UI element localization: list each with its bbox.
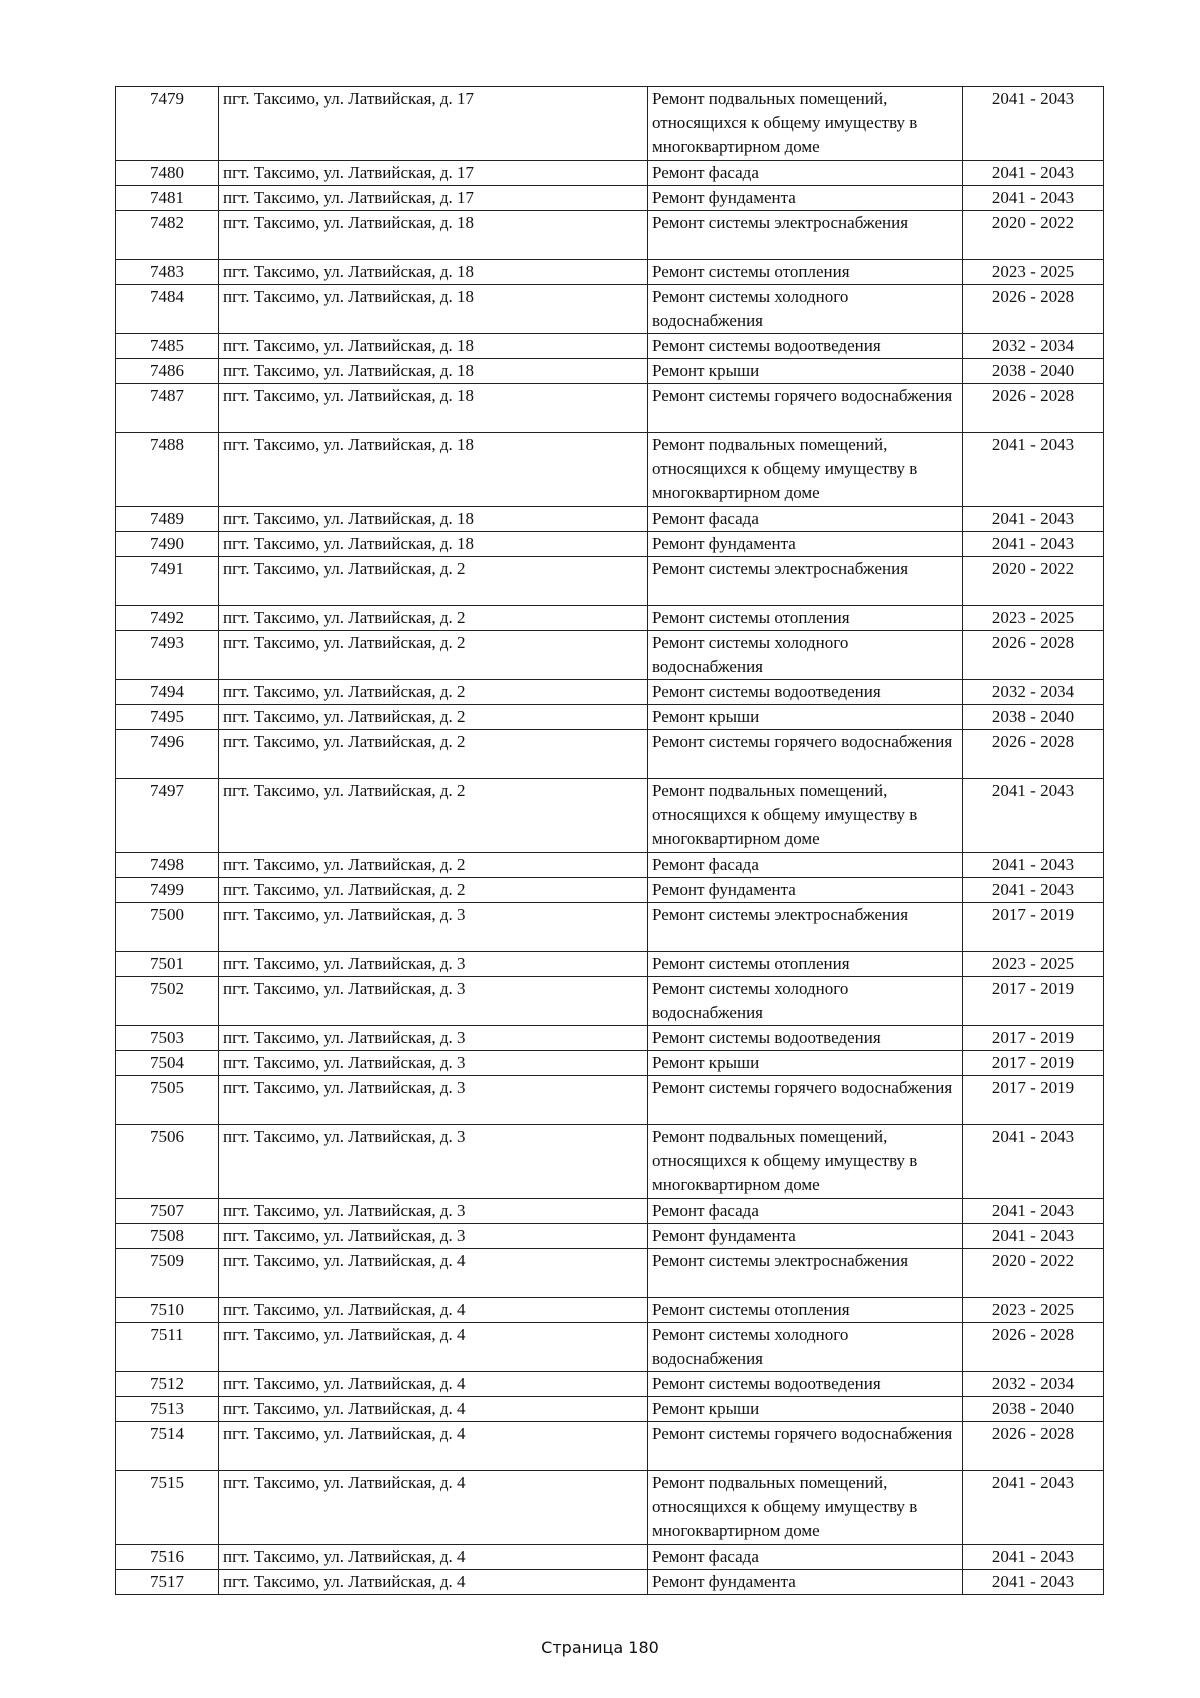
table-row: [116, 1570, 1104, 1595]
work-type-cell: Ремонт подвальных помещений, относящихся к общему имуществу в многоквартирном доме: [648, 1125, 963, 1199]
address-cell: пгт. Таксимо, ул. Латвийская, д. 4: [219, 1545, 648, 1570]
period-cell: 2041 - 2043: [963, 1199, 1104, 1224]
row-number-cell: 7480: [116, 161, 219, 186]
work-type-cell: Ремонт фундамента: [648, 532, 963, 557]
work-type-cell: Ремонт системы водоотведения: [648, 334, 963, 359]
period-cell: 2041 - 2043: [963, 161, 1104, 186]
period-cell: 2023 - 2025: [963, 1298, 1104, 1323]
table-row: [116, 433, 1104, 507]
row-number-cell: 7493: [116, 631, 219, 680]
work-type-cell: Ремонт фундамента: [648, 1224, 963, 1249]
work-type-cell: Ремонт системы горячего водоснабжения: [648, 384, 963, 433]
work-type-cell: Ремонт крыши: [648, 1051, 963, 1076]
address-cell: пгт. Таксимо, ул. Латвийская, д. 18: [219, 359, 648, 384]
table-row: [116, 606, 1104, 631]
table-row: [116, 705, 1104, 730]
row-number-cell: 7485: [116, 334, 219, 359]
period-cell: 2041 - 2043: [963, 1570, 1104, 1595]
row-number-cell: 7513: [116, 1397, 219, 1422]
work-type-cell: Ремонт системы отопления: [648, 952, 963, 977]
table-row: [116, 1545, 1104, 1570]
table-row: [116, 1249, 1104, 1298]
table-row: [116, 211, 1104, 260]
row-number-cell: 7483: [116, 260, 219, 285]
address-cell: пгт. Таксимо, ул. Латвийская, д. 4: [219, 1397, 648, 1422]
period-cell: 2041 - 2043: [963, 532, 1104, 557]
work-type-cell: Ремонт крыши: [648, 359, 963, 384]
address-cell: пгт. Таксимо, ул. Латвийская, д. 4: [219, 1372, 648, 1397]
work-type-cell: Ремонт фундамента: [648, 186, 963, 211]
period-cell: 2017 - 2019: [963, 1076, 1104, 1125]
row-number-cell: 7488: [116, 433, 219, 507]
period-cell: 2017 - 2019: [963, 1026, 1104, 1051]
address-cell: пгт. Таксимо, ул. Латвийская, д. 18: [219, 532, 648, 557]
table-row: [116, 1051, 1104, 1076]
address-cell: пгт. Таксимо, ул. Латвийская, д. 18: [219, 211, 648, 260]
table-row: [116, 680, 1104, 705]
address-cell: пгт. Таксимо, ул. Латвийская, д. 3: [219, 952, 648, 977]
table-row: [116, 507, 1104, 532]
work-type-cell: Ремонт фундамента: [648, 878, 963, 903]
row-number-cell: 7489: [116, 507, 219, 532]
address-cell: пгт. Таксимо, ул. Латвийская, д. 4: [219, 1471, 648, 1545]
row-number-cell: 7498: [116, 853, 219, 878]
repair-schedule-body: [116, 87, 1104, 1595]
table-row: [116, 260, 1104, 285]
address-cell: пгт. Таксимо, ул. Латвийская, д. 3: [219, 1224, 648, 1249]
period-cell: 2026 - 2028: [963, 631, 1104, 680]
address-cell: пгт. Таксимо, ул. Латвийская, д. 18: [219, 384, 648, 433]
address-cell: пгт. Таксимо, ул. Латвийская, д. 2: [219, 730, 648, 779]
address-cell: пгт. Таксимо, ул. Латвийская, д. 4: [219, 1323, 648, 1372]
work-type-cell: Ремонт подвальных помещений, относящихся к общему имуществу в многоквартирном доме: [648, 433, 963, 507]
period-cell: 2041 - 2043: [963, 87, 1104, 161]
work-type-cell: Ремонт фасада: [648, 853, 963, 878]
row-number-cell: 7507: [116, 1199, 219, 1224]
work-type-cell: Ремонт фундамента: [648, 1570, 963, 1595]
row-number-cell: 7510: [116, 1298, 219, 1323]
row-number-cell: 7482: [116, 211, 219, 260]
work-type-cell: Ремонт фасада: [648, 161, 963, 186]
work-type-cell: Ремонт системы холодного водоснабжения: [648, 977, 963, 1026]
address-cell: пгт. Таксимо, ул. Латвийская, д. 18: [219, 260, 648, 285]
address-cell: пгт. Таксимо, ул. Латвийская, д. 3: [219, 903, 648, 952]
address-cell: пгт. Таксимо, ул. Латвийская, д. 17: [219, 161, 648, 186]
period-cell: 2023 - 2025: [963, 952, 1104, 977]
period-cell: 2017 - 2019: [963, 903, 1104, 952]
period-cell: 2032 - 2034: [963, 1372, 1104, 1397]
address-cell: пгт. Таксимо, ул. Латвийская, д. 2: [219, 557, 648, 606]
row-number-cell: 7509: [116, 1249, 219, 1298]
row-number-cell: 7499: [116, 878, 219, 903]
address-cell: пгт. Таксимо, ул. Латвийская, д. 2: [219, 705, 648, 730]
row-number-cell: 7492: [116, 606, 219, 631]
table-row: [116, 1199, 1104, 1224]
row-number-cell: 7517: [116, 1570, 219, 1595]
row-number-cell: 7503: [116, 1026, 219, 1051]
table-row: [116, 1422, 1104, 1471]
work-type-cell: Ремонт системы отопления: [648, 606, 963, 631]
period-cell: 2026 - 2028: [963, 730, 1104, 779]
row-number-cell: 7502: [116, 977, 219, 1026]
table-row: [116, 730, 1104, 779]
row-number-cell: 7497: [116, 779, 219, 853]
period-cell: 2041 - 2043: [963, 1545, 1104, 1570]
period-cell: 2026 - 2028: [963, 285, 1104, 334]
table-row: [116, 903, 1104, 952]
table-row: [116, 779, 1104, 853]
work-type-cell: Ремонт системы электроснабжения: [648, 211, 963, 260]
address-cell: пгт. Таксимо, ул. Латвийская, д. 2: [219, 631, 648, 680]
row-number-cell: 7514: [116, 1422, 219, 1471]
work-type-cell: Ремонт крыши: [648, 1397, 963, 1422]
period-cell: 2041 - 2043: [963, 1224, 1104, 1249]
table-row: [116, 631, 1104, 680]
row-number-cell: 7516: [116, 1545, 219, 1570]
table-row: [116, 186, 1104, 211]
address-cell: пгт. Таксимо, ул. Латвийская, д. 2: [219, 606, 648, 631]
row-number-cell: 7501: [116, 952, 219, 977]
address-cell: пгт. Таксимо, ул. Латвийская, д. 18: [219, 433, 648, 507]
table-row: [116, 952, 1104, 977]
address-cell: пгт. Таксимо, ул. Латвийская, д. 3: [219, 977, 648, 1026]
address-cell: пгт. Таксимо, ул. Латвийская, д. 2: [219, 680, 648, 705]
address-cell: пгт. Таксимо, ул. Латвийская, д. 4: [219, 1422, 648, 1471]
period-cell: 2038 - 2040: [963, 705, 1104, 730]
row-number-cell: 7487: [116, 384, 219, 433]
row-number-cell: 7500: [116, 903, 219, 952]
period-cell: 2041 - 2043: [963, 1471, 1104, 1545]
row-number-cell: 7496: [116, 730, 219, 779]
period-cell: 2032 - 2034: [963, 334, 1104, 359]
table-row: [116, 1323, 1104, 1372]
table-row: [116, 1298, 1104, 1323]
row-number-cell: 7486: [116, 359, 219, 384]
period-cell: 2041 - 2043: [963, 853, 1104, 878]
address-cell: пгт. Таксимо, ул. Латвийская, д. 3: [219, 1076, 648, 1125]
row-number-cell: 7512: [116, 1372, 219, 1397]
table-row: [116, 384, 1104, 433]
table-row: [116, 1026, 1104, 1051]
table-row: [116, 977, 1104, 1026]
period-cell: 2026 - 2028: [963, 1422, 1104, 1471]
period-cell: 2038 - 2040: [963, 359, 1104, 384]
work-type-cell: Ремонт системы водоотведения: [648, 1372, 963, 1397]
work-type-cell: Ремонт системы холодного водоснабжения: [648, 631, 963, 680]
address-cell: пгт. Таксимо, ул. Латвийская, д. 2: [219, 779, 648, 853]
work-type-cell: Ремонт фасада: [648, 1199, 963, 1224]
row-number-cell: 7505: [116, 1076, 219, 1125]
work-type-cell: Ремонт системы холодного водоснабжения: [648, 285, 963, 334]
work-type-cell: Ремонт системы холодного водоснабжения: [648, 1323, 963, 1372]
table-row: [116, 359, 1104, 384]
period-cell: 2041 - 2043: [963, 507, 1104, 532]
row-number-cell: 7495: [116, 705, 219, 730]
address-cell: пгт. Таксимо, ул. Латвийская, д. 17: [219, 186, 648, 211]
period-cell: 2041 - 2043: [963, 433, 1104, 507]
address-cell: пгт. Таксимо, ул. Латвийская, д. 3: [219, 1125, 648, 1199]
period-cell: 2020 - 2022: [963, 1249, 1104, 1298]
table-row: [116, 87, 1104, 161]
work-type-cell: Ремонт подвальных помещений, относящихся к общему имуществу в многоквартирном доме: [648, 779, 963, 853]
table-row: [116, 285, 1104, 334]
row-number-cell: 7511: [116, 1323, 219, 1372]
work-type-cell: Ремонт крыши: [648, 705, 963, 730]
row-number-cell: 7490: [116, 532, 219, 557]
row-number-cell: 7491: [116, 557, 219, 606]
row-number-cell: 7515: [116, 1471, 219, 1545]
table-row: [116, 532, 1104, 557]
address-cell: пгт. Таксимо, ул. Латвийская, д. 3: [219, 1199, 648, 1224]
period-cell: 2017 - 2019: [963, 977, 1104, 1026]
work-type-cell: Ремонт подвальных помещений, относящихся к общему имуществу в многоквартирном доме: [648, 87, 963, 161]
repair-schedule-table: [115, 86, 1104, 1595]
address-cell: пгт. Таксимо, ул. Латвийская, д. 4: [219, 1570, 648, 1595]
work-type-cell: Ремонт системы водоотведения: [648, 1026, 963, 1051]
table-row: [116, 1397, 1104, 1422]
address-cell: пгт. Таксимо, ул. Латвийская, д. 3: [219, 1051, 648, 1076]
work-type-cell: Ремонт системы горячего водоснабжения: [648, 1422, 963, 1471]
period-cell: 2017 - 2019: [963, 1051, 1104, 1076]
table-row: [116, 853, 1104, 878]
address-cell: пгт. Таксимо, ул. Латвийская, д. 4: [219, 1298, 648, 1323]
work-type-cell: Ремонт фасада: [648, 1545, 963, 1570]
address-cell: пгт. Таксимо, ул. Латвийская, д. 2: [219, 853, 648, 878]
table-row: [116, 1076, 1104, 1125]
table-row: [116, 1372, 1104, 1397]
address-cell: пгт. Таксимо, ул. Латвийская, д. 18: [219, 334, 648, 359]
row-number-cell: 7494: [116, 680, 219, 705]
row-number-cell: 7508: [116, 1224, 219, 1249]
period-cell: 2041 - 2043: [963, 878, 1104, 903]
row-number-cell: 7484: [116, 285, 219, 334]
page-number: Страница 180: [541, 1638, 659, 1657]
row-number-cell: 7479: [116, 87, 219, 161]
period-cell: 2041 - 2043: [963, 1125, 1104, 1199]
work-type-cell: Ремонт системы горячего водоснабжения: [648, 730, 963, 779]
table-row: [116, 878, 1104, 903]
work-type-cell: Ремонт системы водоотведения: [648, 680, 963, 705]
row-number-cell: 7506: [116, 1125, 219, 1199]
work-type-cell: Ремонт системы электроснабжения: [648, 903, 963, 952]
work-type-cell: Ремонт системы отопления: [648, 260, 963, 285]
work-type-cell: Ремонт системы электроснабжения: [648, 1249, 963, 1298]
address-cell: пгт. Таксимо, ул. Латвийская, д. 3: [219, 1026, 648, 1051]
period-cell: 2023 - 2025: [963, 260, 1104, 285]
work-type-cell: Ремонт подвальных помещений, относящихся к общему имуществу в многоквартирном доме: [648, 1471, 963, 1545]
work-type-cell: Ремонт системы отопления: [648, 1298, 963, 1323]
address-cell: пгт. Таксимо, ул. Латвийская, д. 18: [219, 507, 648, 532]
period-cell: 2038 - 2040: [963, 1397, 1104, 1422]
period-cell: 2020 - 2022: [963, 557, 1104, 606]
address-cell: пгт. Таксимо, ул. Латвийская, д. 4: [219, 1249, 648, 1298]
row-number-cell: 7504: [116, 1051, 219, 1076]
table-row: [116, 1471, 1104, 1545]
table-row: [116, 334, 1104, 359]
table-row: [116, 1125, 1104, 1199]
period-cell: 2026 - 2028: [963, 384, 1104, 433]
table-row: [116, 557, 1104, 606]
period-cell: 2023 - 2025: [963, 606, 1104, 631]
work-type-cell: Ремонт фасада: [648, 507, 963, 532]
period-cell: 2020 - 2022: [963, 211, 1104, 260]
period-cell: 2041 - 2043: [963, 186, 1104, 211]
period-cell: 2041 - 2043: [963, 779, 1104, 853]
row-number-cell: 7481: [116, 186, 219, 211]
work-type-cell: Ремонт системы горячего водоснабжения: [648, 1076, 963, 1125]
table-row: [116, 1224, 1104, 1249]
period-cell: 2026 - 2028: [963, 1323, 1104, 1372]
work-type-cell: Ремонт системы электроснабжения: [648, 557, 963, 606]
address-cell: пгт. Таксимо, ул. Латвийская, д. 17: [219, 87, 648, 161]
table-row: [116, 161, 1104, 186]
address-cell: пгт. Таксимо, ул. Латвийская, д. 2: [219, 878, 648, 903]
period-cell: 2032 - 2034: [963, 680, 1104, 705]
address-cell: пгт. Таксимо, ул. Латвийская, д. 18: [219, 285, 648, 334]
